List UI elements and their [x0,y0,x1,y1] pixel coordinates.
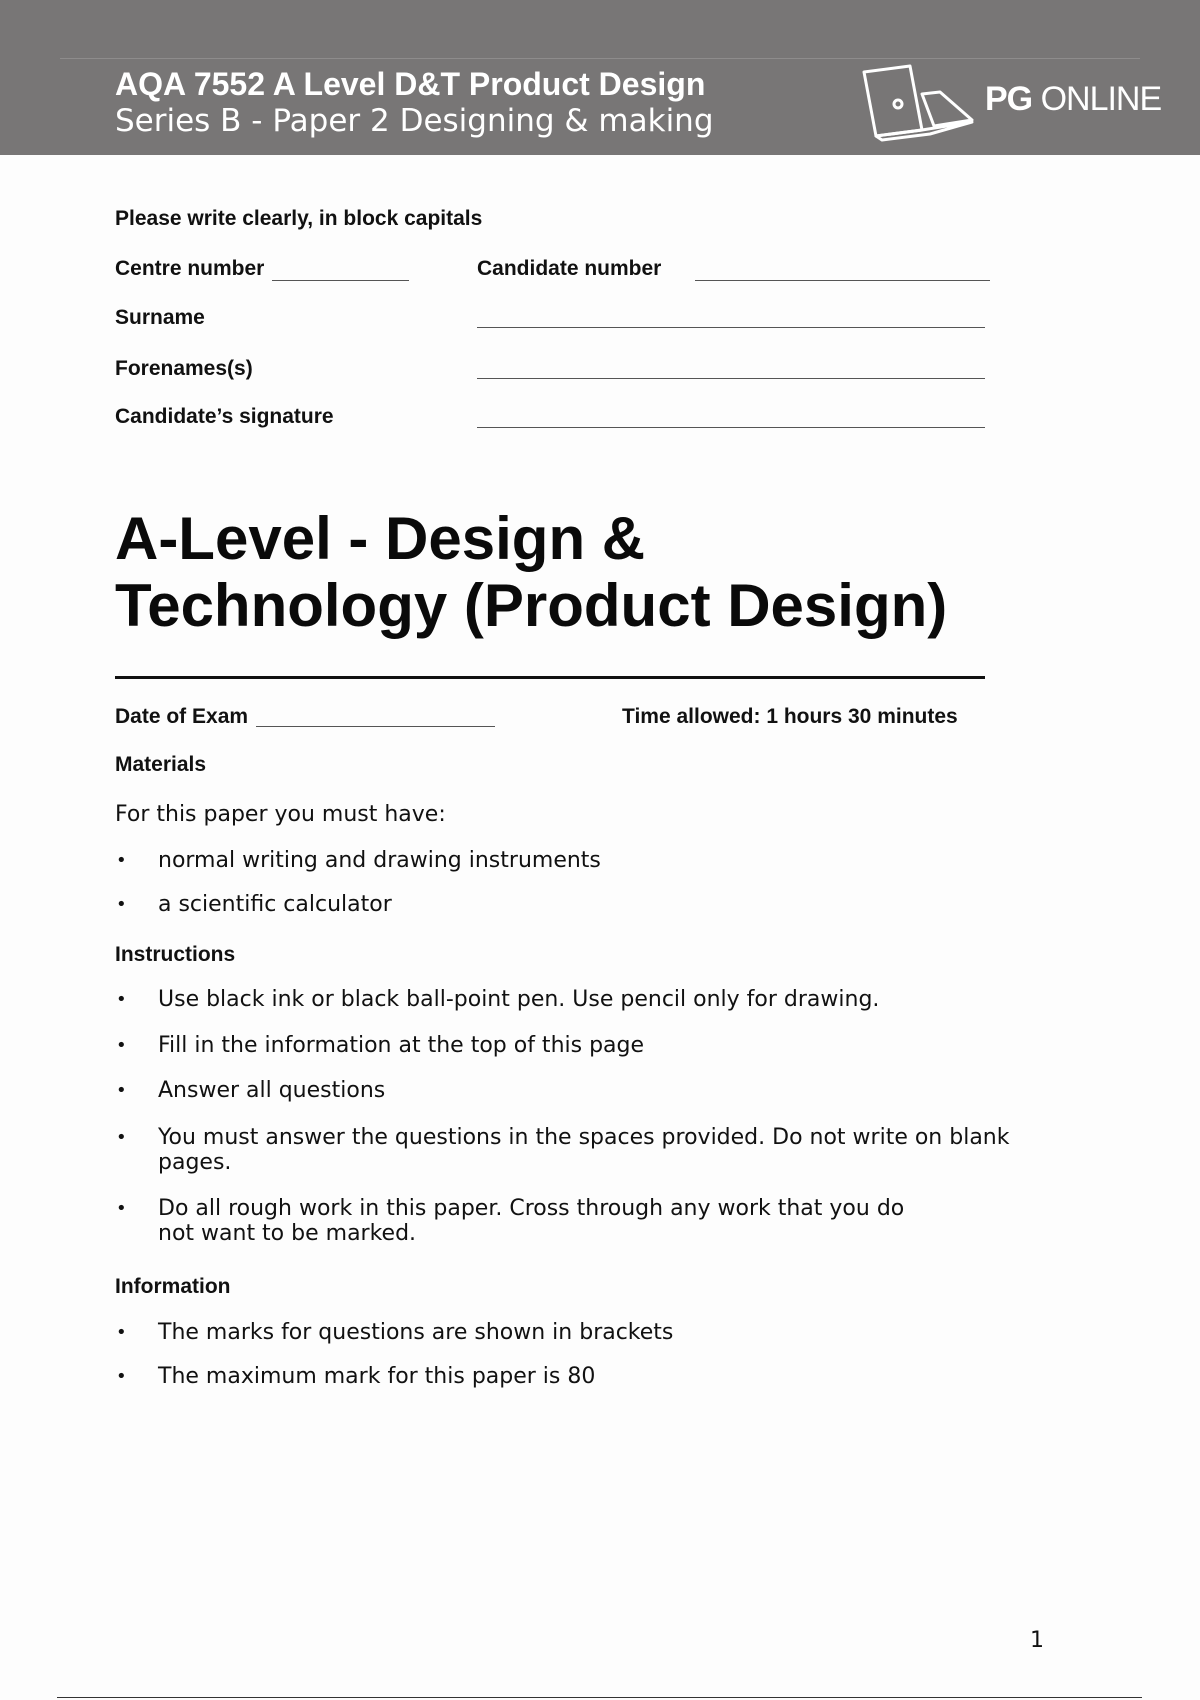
surname-field[interactable] [477,327,985,328]
list-item [115,848,1065,873]
bullet-icon: • [116,1322,127,1343]
forenames-field[interactable] [477,378,985,379]
bullet-icon: • [116,850,127,871]
date-of-exam-label: Date of Exam [115,705,249,728]
list-item-text-continued: not want to be marked. [158,1221,417,1246]
information-list [115,1320,1065,1345]
signature-label: Candidate’s signature [115,405,334,428]
list-item-text: normal writing and drawing instruments [158,848,601,873]
bullet-icon: • [116,1366,127,1387]
bullet-icon: • [116,1198,127,1219]
header-divider [60,58,1140,59]
centre-number-field[interactable] [272,280,409,281]
list-item-text: Answer all questions [158,1078,386,1103]
page-number: 1 [1030,1628,1044,1653]
header-title: AQA 7552 A Level D&T Product Design [115,66,706,102]
page-header [0,0,1200,155]
list-item [115,987,1065,1012]
information-list [115,1364,1065,1389]
bullet-icon: • [116,989,127,1010]
time-allowed: Time allowed: 1 hours 30 minutes [622,705,958,728]
pg-online-logo [860,62,1162,144]
list-item-text: Use black ink or black ball-point pen. Use pencil only for drawing. [158,987,880,1012]
centre-number-label: Centre number [115,257,265,280]
block-capitals-instruction: Please write clearly, in block capitals [115,207,483,230]
list-item [115,892,1065,917]
bullet-icon: • [116,1127,127,1148]
instructions-list [115,1033,1065,1058]
forenames-label: Forenames(s) [115,357,253,380]
title-divider [115,676,985,679]
exam-title-line2: Technology (Product Design) [115,572,948,639]
materials-heading: Materials [115,753,207,776]
list-item-text: You must answer the questions in the spaces provided. Do not write on blank [158,1125,1010,1150]
list-item [115,1125,1065,1175]
bullet-icon: • [116,1080,127,1101]
date-of-exam-field[interactable] [256,726,495,727]
instructions-list [115,1078,1065,1103]
list-item-text: The marks for questions are shown in brackets [158,1320,674,1345]
list-item-text: Do all rough work in this paper. Cross through any work that you do [158,1196,905,1221]
materials-list-2 [115,892,1065,917]
list-item-text: a scientific calculator [158,892,392,917]
exam-title [115,505,1015,639]
candidate-number-label: Candidate number [477,257,662,280]
laptop-icon [860,64,980,142]
list-item-text: The maximum mark for this paper is 80 [158,1364,596,1389]
instructions-list [115,1196,1065,1246]
instructions-list [115,987,1065,1012]
list-item [115,1364,1065,1389]
list-item [115,1033,1065,1058]
materials-intro: For this paper you must have: [115,802,446,827]
surname-label: Surname [115,306,205,329]
signature-field[interactable] [477,427,985,428]
list-item-text: Fill in the information at the top of this page [158,1033,645,1058]
materials-list [115,848,1065,873]
candidate-number-field[interactable] [695,280,990,281]
list-item-text-continued: pages. [158,1150,232,1175]
list-item [115,1196,1065,1246]
information-heading: Information [115,1275,231,1298]
header-subtitle: Series B - Paper 2 Designing & making [115,103,714,139]
bullet-icon: • [116,894,127,915]
instructions-heading: Instructions [115,943,236,966]
logo-wordmark: PG ONLINE [985,80,1162,118]
list-item [115,1320,1065,1345]
exam-title-line1: A-Level - Design & [115,505,646,572]
list-item [115,1078,1065,1103]
bullet-icon: • [116,1035,127,1056]
footer-divider [57,1697,1142,1698]
instructions-list [115,1125,1065,1175]
